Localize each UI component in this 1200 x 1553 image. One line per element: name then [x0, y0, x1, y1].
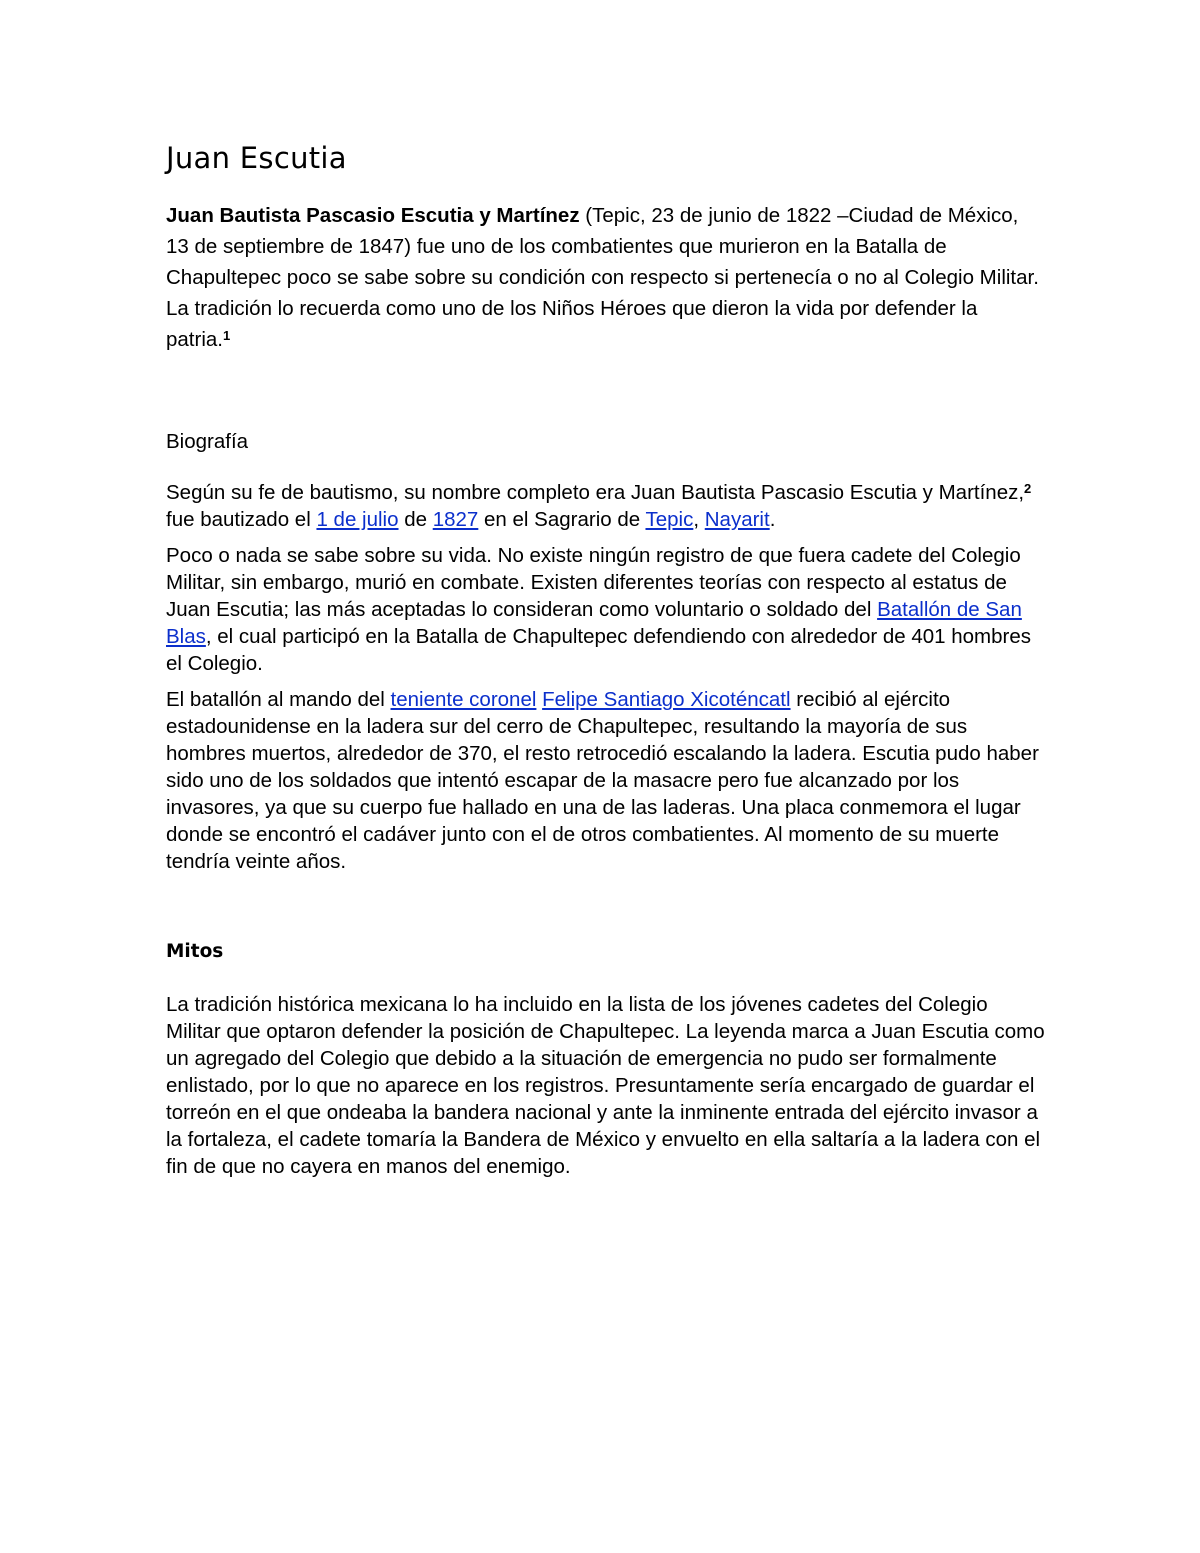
- footnote-1[interactable]: 1: [222, 328, 231, 343]
- page-title: Juan Escutia: [166, 141, 347, 175]
- text-span: fue bautizado el: [166, 508, 317, 531]
- intro-bold-name: Juan Bautista Pascasio Escutia y Martínez: [166, 204, 580, 227]
- section-heading-mitos: Mitos: [166, 941, 224, 962]
- link-felipe-santiago-xicotencatl[interactable]: Felipe Santiago Xicoténcatl: [542, 688, 791, 711]
- text-span: El batallón al mando del: [166, 688, 391, 711]
- text-span: en el Sagrario de: [478, 508, 646, 531]
- link-1827[interactable]: 1827: [432, 508, 479, 531]
- link-tepic[interactable]: Tepic: [645, 508, 694, 531]
- intro-text: (Tepic, 23 de junio de 1822 –Ciudad de México, 13 de septiembre de 1847) fue uno de los combatientes que murieron en la Batalla de Chapultepec poco se sabe sobre su condición con respecto si pertenecía o no al Colegio Militar. La tradición lo recuerda como uno de los Niños Héroes que dieron la vida por defender la patria.: [166, 204, 1039, 351]
- link-nayarit[interactable]: Nayarit: [704, 508, 770, 531]
- biografia-paragraph-2: [166, 542, 1046, 677]
- link-1-de-julio[interactable]: 1 de julio: [316, 508, 399, 531]
- biografia-paragraph-3: [166, 686, 1046, 875]
- text-span: ,: [693, 508, 705, 531]
- text-span: recibió al ejército estadounidense en la ladera sur del cerro de Chapultepec, resultando la mayoría de sus hombres muertos, alrededor de 370, el resto retrocedió escalando la ladera. Escutia pudo haber sido uno de los soldados que intentó escapar de la masacre pero fue alcanzado por los invasores, ya que su cuerpo fue hallado en una de las laderas. Una placa conmemora el lugar donde se encontró el cadáver junto con el de otros combatientes. Al momento de su muerte tendría veinte años.: [166, 688, 1039, 873]
- intro-paragraph: [166, 200, 1046, 355]
- text-span: Según su fe de bautismo, su nombre completo era Juan Bautista Pascasio Escutia y Martínez,: [166, 481, 1025, 504]
- mitos-paragraph: La tradición histórica mexicana lo ha incluido en la lista de los jóvenes cadetes del Colegio Militar que optaron defender la posición de Chapultepec. La leyenda marca a Juan Escutia como un agregado del Colegio que debido a la situación de emergencia no pudo ser formalmente enlistado, por lo que no aparece en los registros. Presuntamente sería encargado de guardar el torreón en el que ondeaba la bandera nacional y ante la inminente entrada del ejército invasor a la fortaleza, el cadete tomaría la Bandera de México y envuelto en ella saltaría a la ladera con el fin de que no cayera en manos del enemigo.: [166, 993, 1045, 1178]
- text-span: de: [398, 508, 433, 531]
- document-body: [166, 138, 1046, 1180]
- text-span: , el cual participó en la Batalla de Chapultepec defendiendo con alrededor de 401 hombres el Colegio.: [166, 625, 1032, 675]
- section-heading-biografia: Biografía: [166, 430, 249, 453]
- link-batallon-de-san-blas[interactable]: Batallón de San Blas: [166, 598, 1022, 648]
- footnote-2[interactable]: 2: [1024, 481, 1032, 496]
- link-teniente-coronel[interactable]: teniente coronel: [390, 688, 537, 711]
- text-span: Poco o nada se sabe sobre su vida. No existe ningún registro de que fuera cadete del Colegio Militar, sin embargo, murió en combate. Existen diferentes teorías con respecto al estatus de Juan Escutia; las más aceptadas lo consideran como voluntario o soldado del: [166, 544, 1021, 621]
- biografia-paragraph-1: [166, 479, 1046, 533]
- text-span: .: [769, 508, 776, 531]
